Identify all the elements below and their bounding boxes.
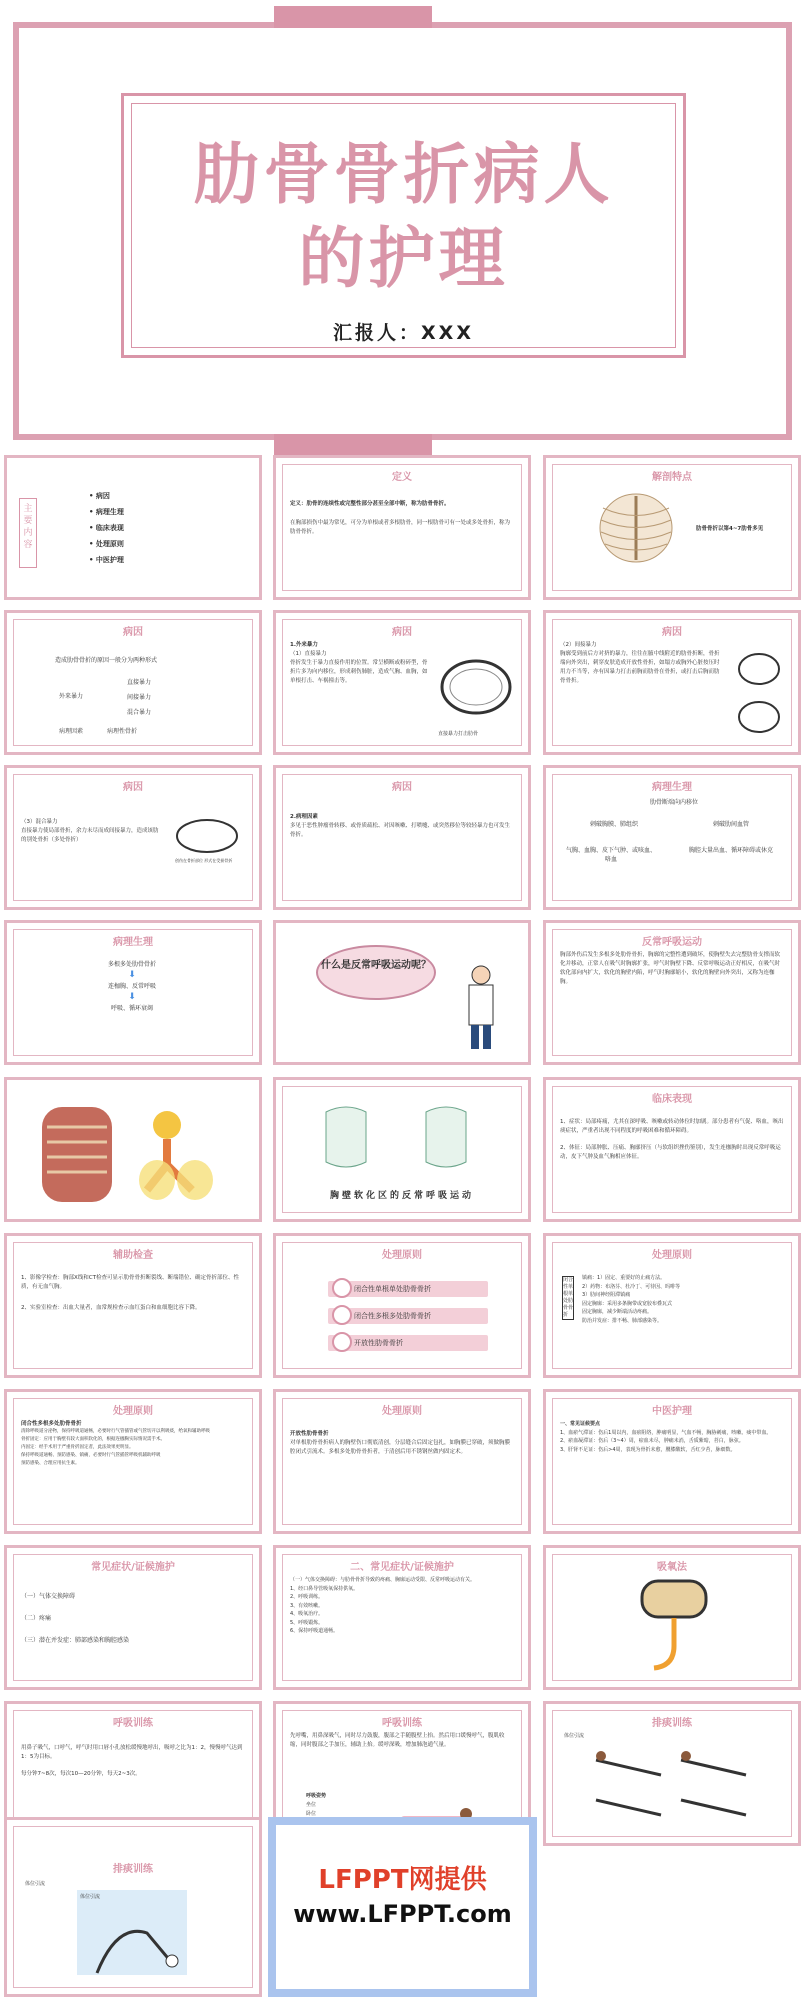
logo-inner <box>276 1825 529 1989</box>
treatment-item: 镇痛：1）固定、重要好的止痛方法。 <box>582 1275 666 1281</box>
chest-image-exhale <box>416 1102 476 1172</box>
slide-title: 排痰训练 <box>113 1864 153 1875</box>
care-item: （二）疼痛 <box>21 1615 52 1622</box>
slide-title: 排痰训练 <box>652 1718 692 1729</box>
section-text: 胸廓受到前后方对挤的暴力，往往在腋中线附近的肋骨折断，骨折端向外突出，刺穿皮肤造成开放性骨折，如塌方或胸外心脏按压时用力不当等，亦有因暴力打击前胸而肋骨在骨折，或打击后胸而肋骨骨折。 <box>560 651 720 684</box>
toc-item: • 临床表现 <box>89 520 124 536</box>
pill-dot-icon <box>332 1278 352 1298</box>
slide-body <box>290 500 514 537</box>
slide-symptom-care[interactable] <box>4 1545 262 1690</box>
slide-body <box>560 1118 784 1162</box>
slide-sputum-2[interactable] <box>4 1817 262 1997</box>
slide-anatomy-images[interactable] <box>4 1077 262 1222</box>
slide-body <box>21 1744 245 1779</box>
slide-body <box>560 1420 784 1454</box>
toc-item: • 中医护理 <box>89 552 124 568</box>
slide-body <box>21 1420 245 1468</box>
slide-cause-1[interactable] <box>4 610 262 755</box>
treatment-item: 2）药物：布洛芬、杜冷丁、可待因、吗啡等 <box>582 1283 681 1290</box>
clinical-signs: 2、体征：局部肿胀、压痛、胸廓挤压（与软组织挫伤鉴别），发生连枷胸时出现反常呼吸运动，皮下气肿及血气胸相应体征。 <box>560 1145 781 1160</box>
slide-treatment-open[interactable] <box>273 1389 531 1534</box>
flow-right: 刺破肋间血管 <box>712 821 749 828</box>
tcm-item: 3、肝肾不足证：伤后>4周，表现为骨折未愈，腰膝酸软，舌红少苔，脉细数。 <box>560 1446 736 1453</box>
doctor-image <box>461 963 501 1053</box>
slide-title: 病因 <box>392 782 412 793</box>
toc-list <box>89 488 124 568</box>
care-step: 5、呼吸锻炼。 <box>290 1619 324 1626</box>
slide-tcm[interactable] <box>543 1389 801 1534</box>
definition-detail: 在胸部损伤中最为常见，可分为单根或者多根肋骨，同一根肋骨可有一处或多处骨折，称为肋骨骨折。 <box>290 520 511 535</box>
slide-title: 病因 <box>662 627 682 638</box>
posture-option: 卧位 <box>306 1811 317 1817</box>
slide-body: 胸部外伤后发生多根多处肋骨骨折，胸廓的完整性遭到破坏，使胸壁失去完整肋骨支撑而软化并移动，正常人在吸气时胸廓扩张，呼气时胸壁下降、反常呼吸运动正好相反，在吸气时软化部向内扩大，软化的胸壁内陷，呼气时胸廓缩小，软化的胸壁向外突出，又称为连枷胸。 <box>560 952 781 985</box>
slide-paradoxical-breathing[interactable] <box>543 920 801 1065</box>
care-step: 1、经口鼻导管吸氧保持供氧。 <box>290 1585 359 1592</box>
slide-body <box>21 818 159 845</box>
slide-frame <box>552 774 792 901</box>
section-text: 对单根肋骨骨折病人的胸壁伤口彻底清创，分层缝合后固定包扎，如胸膜已穿破，须做胸膜腔闭式引流术。多根多处肋骨骨折者，于清创后用不锈钢丝做内固定术。 <box>290 1440 511 1455</box>
cause-external-types <box>127 675 151 720</box>
toc-label: 主要内容 <box>19 498 37 568</box>
arrow-down-icon: ⬇ <box>128 970 136 980</box>
care-step: 3、有效咳嗽。 <box>290 1602 324 1609</box>
ribcage-image <box>591 488 681 568</box>
toc-item: • 病因 <box>89 488 124 504</box>
logo-line-2[interactable]: www.LFPPT.com <box>293 1900 512 1928</box>
cause-pathologic-fracture: 病理性骨折 <box>107 728 138 735</box>
slide-pathophysiology-2[interactable] <box>4 920 262 1065</box>
slide-exams[interactable] <box>4 1233 262 1378</box>
breathing-frequency: 每分钟7~8次，每次10—20分钟，每天2~3次。 <box>21 1771 141 1777</box>
slide-body <box>290 1576 514 1636</box>
slide-title: 定义 <box>392 472 412 483</box>
slide-title: 解剖特点 <box>652 472 692 483</box>
slide-body <box>21 1274 245 1313</box>
slide-oxygen[interactable] <box>543 1545 801 1690</box>
treatment-item: 预防感染、合理应用抗生素。 <box>21 1461 80 1466</box>
slide-treatment-closed-single[interactable] <box>543 1233 801 1378</box>
slide-title: 中医护理 <box>652 1406 692 1417</box>
chest-diagrams-image <box>734 647 784 747</box>
treatment-item: 骨折固定：应用于胸壁有较大面积软化的，根据连枷胸实际情况需手术。 <box>21 1437 165 1442</box>
care-step: 2、呼吸训练。 <box>290 1594 324 1600</box>
slide-frame <box>552 1398 792 1525</box>
slide-title: 病理生理 <box>652 782 692 793</box>
flow-step: 多根多处肋骨骨折 <box>107 961 156 968</box>
posture-option: 坐位 <box>306 1802 317 1808</box>
treatment-pill[interactable] <box>328 1308 488 1324</box>
slide-toc[interactable] <box>4 455 262 600</box>
flow-left: 刺破胸膜、肺组织 <box>589 821 638 828</box>
image-caption: 创伤在骨折部位 形式在受损骨折 <box>175 858 233 863</box>
slide-frame <box>282 1398 522 1525</box>
pill-dot-icon <box>332 1332 352 1352</box>
toc-item: • 病理生理 <box>89 504 124 520</box>
slide-title: 病理生理 <box>113 937 153 948</box>
slide-title: 呼吸训练 <box>382 1718 422 1729</box>
treatment-item: 内固定：经手术用于严重骨折固定者，此法效果更明显。 <box>21 1445 134 1450</box>
slide-body <box>560 641 723 686</box>
cover-bottom-tab <box>274 434 432 456</box>
section-heading: 开放性肋骨骨折 <box>290 1431 329 1437</box>
chest-section-image <box>172 816 242 858</box>
cause-type: 混合暴力 <box>127 709 152 716</box>
definition-text: 定义：肋骨的连续性或完整性部分甚至全部中断，称为肋骨骨折。 <box>290 501 450 507</box>
slide-body: 先呼嘴，用鼻深吸气，同时尽力鼓腹，腹部之手随腹壁上抬。然后用口缓慢呼气，腹肌收缩，同时腹部之手加压，辅助上抬。缓呼深吸，增加肺泡通气量。 <box>290 1733 505 1748</box>
care-item: （一）气体交换障碍 <box>21 1593 76 1600</box>
treatment-item: 保持呼吸道通畅、预防感染、镇痛，必要时行气管插管呼吸机辅助呼吸 <box>21 1453 161 1458</box>
slide-title: 二、常见症状/证候施护 <box>350 1562 454 1573</box>
slide-cause-5[interactable] <box>273 765 531 910</box>
section-heading: 闭合性多根多处肋骨骨折 <box>21 1421 82 1427</box>
slide-question[interactable] <box>273 920 531 1065</box>
treatment-item: 防治并发症：排不畅、肺部感染等。 <box>582 1317 663 1324</box>
slide-title: 处理原则 <box>382 1250 422 1261</box>
image-caption: 体位引流 <box>80 1894 101 1900</box>
cause-type: 直接暴力 <box>127 679 152 686</box>
image-caption: 胸壁软化区的反常呼吸运动 <box>329 1191 474 1201</box>
treatment-item: 固定胸廓，减少断端活动疼痛。 <box>582 1309 653 1315</box>
pill-label: 闭合性多根多处肋骨骨折 <box>354 1312 431 1320</box>
treatment-pill[interactable] <box>328 1281 488 1297</box>
slide-title: 反常呼吸运动 <box>642 937 702 948</box>
slide-title: 吸氧法 <box>657 1562 687 1573</box>
cause-pathologic: 病理因素 <box>59 728 84 735</box>
pill-label: 闭合性单根单处肋骨骨折 <box>354 1285 431 1293</box>
cover-title: 肋骨骨折病人 的护理 <box>193 136 614 297</box>
slide-title: 处理原则 <box>652 1250 692 1261</box>
section-heading: 1.外来暴力 <box>290 642 318 648</box>
image-caption: 直接暴力打击肋骨 <box>438 731 479 737</box>
section-heading: 2.病理因素 <box>290 814 318 820</box>
slide-treatment-overview[interactable] <box>273 1233 531 1378</box>
slide-pathophysiology-1[interactable] <box>543 765 801 910</box>
slide-title: 呼吸训练 <box>113 1718 153 1729</box>
airway-diagram-image <box>137 1105 237 1205</box>
cause-type: 间接暴力 <box>127 694 152 701</box>
postural-drainage-image <box>591 1740 751 1835</box>
slide-anatomy[interactable] <box>543 455 801 600</box>
slide-title: 临床表现 <box>652 1094 692 1105</box>
slide-treatment-closed-multi[interactable] <box>4 1389 262 1534</box>
slide-definition[interactable] <box>273 455 531 600</box>
care-step: 4、吸氧治疗。 <box>290 1611 324 1617</box>
cover-reporter: 汇报人：XXX <box>333 322 474 344</box>
care-step: 6、保持呼吸道通畅。 <box>290 1628 339 1634</box>
anatomy-note: 肋骨骨折以第4~7肋骨多见 <box>696 526 764 532</box>
clinical-symptoms: 1、症状：局部疼痛，尤其在深呼吸、咳嗽或转动体位时加剧。部分患者有气促、咯血，咳出痰症状，严重者出现不同程度的呼吸困难和循环障碍。 <box>560 1119 784 1134</box>
cover-slide <box>13 22 792 440</box>
oxygen-mask-image <box>634 1576 714 1676</box>
section-sub: （1）直接暴力 <box>290 651 327 657</box>
slide-chest-softening[interactable] <box>273 1077 531 1222</box>
toc-item: • 处理原则 <box>89 536 124 552</box>
slide-title: 病因 <box>123 627 143 638</box>
section-heading: （一）气体交换障碍：与肋骨骨折导致的疼痛、胸廓运动受限、反常呼吸运动有关。 <box>290 1577 476 1583</box>
slide-title: 病因 <box>392 627 412 638</box>
question-bubble: 什么是反常呼吸运动呢？ <box>316 945 436 1000</box>
treatment-item: 清除呼吸道分泌物，保持呼吸道通畅，必要时行气管插管或气管切开以利吸痰，给氧和辅助呼吸 <box>21 1429 210 1434</box>
exam-lab: 2、实验室检查：出血大量者，血常规检查示血红蛋白和血细胞比容下降。 <box>21 1305 201 1311</box>
slide-title: 处理原则 <box>382 1406 422 1417</box>
slide-cause-4[interactable] <box>4 765 262 910</box>
slide-title: 处理原则 <box>113 1406 153 1417</box>
slide-body <box>21 1586 245 1652</box>
treatment-pill[interactable] <box>328 1335 488 1351</box>
slide-sputum-1[interactable] <box>543 1701 801 1846</box>
breathing-step: 用鼻子吸气，口呼气，呼气时用口唇小孔放松缓慢地呼出，吸呼之比为1：2，慢慢呼气达到1：5为目标。 <box>21 1745 243 1760</box>
exam-imaging: 1、影像学检查：胸部X线和CT检查可显示肋骨骨折断裂线、断端错位、确定骨折部位、性质，有无血气胸。 <box>21 1275 239 1290</box>
chest-image-inhale <box>316 1102 376 1172</box>
tcm-item: 2、瘀血凝滞证：伤后（3~4）周，瘀血未尽，肿痛未消，舌质紫暗，苔白，脉弦。 <box>560 1438 744 1444</box>
slide-body <box>290 1430 514 1457</box>
drainage-label: 体位引流 <box>25 1881 46 1887</box>
posture-label: 呼吸姿势 <box>306 1793 327 1799</box>
cause-intro: 造成肋骨骨折的原因一般分为两种形式 <box>55 657 158 664</box>
slide-title: 病因 <box>123 782 143 793</box>
slide-frame <box>552 929 792 1056</box>
drainage-image-bg <box>77 1890 187 1975</box>
section-text: 直接暴力使局部骨折，余力未尽而成间接暴力，造成该肋的别处骨折（多处骨折） <box>21 828 159 843</box>
treatment-item: 固定胸廓：采用多条胸带或宽胶布叠瓦式 <box>582 1300 673 1307</box>
logo-slide[interactable] <box>268 1817 537 1997</box>
treatment-label: 闭合性单根单处肋骨骨折 <box>563 1277 574 1318</box>
section-heading: 一、常见证候要点 <box>560 1421 601 1427</box>
section-text: 多见于恶性肿瘤骨转移、或骨质疏松、对因咳嗽、打喷嚏、或突然移位等较轻暴力也可发生骨折。 <box>290 823 511 838</box>
treatment-item: 3）肋间神经阻滞镇痛 <box>582 1292 631 1298</box>
logo-line-1: LFPPT网提供 <box>318 1865 487 1895</box>
flow-step: 连枷胸、反常呼吸 <box>107 983 156 990</box>
slide-title: 常见症状/证候施护 <box>91 1562 175 1573</box>
slide-body <box>582 1274 784 1325</box>
slide-clinical[interactable] <box>543 1077 801 1222</box>
postural-drainage-image <box>77 1903 187 1978</box>
cover-top-tab <box>274 6 432 28</box>
slide-symptom-care-2[interactable] <box>273 1545 531 1690</box>
flow-left-result: 气胸、血胸、皮下气肿、或咳血、咯血 <box>566 847 657 863</box>
pill-label: 开放性肋骨骨折 <box>354 1339 403 1347</box>
slide-body <box>290 813 514 840</box>
care-item: （三）潜在并发症：肺部感染和胸腔感染 <box>21 1637 130 1644</box>
slide-cause-2[interactable] <box>273 610 531 755</box>
flow-step: 呼吸、循环衰竭 <box>110 1005 153 1012</box>
slide-body <box>290 641 428 686</box>
flow-top: 肋骨断端向内移位 <box>649 799 698 806</box>
slide-title: 辅助检查 <box>113 1250 153 1261</box>
flow-right-result: 胸腔大量出血、循环障碍或休克 <box>688 847 773 854</box>
chest-section-image <box>436 655 516 725</box>
drainage-label: 体位引流 <box>564 1733 585 1739</box>
cause-external: 外来暴力 <box>59 693 84 700</box>
slide-cause-3[interactable] <box>543 610 801 755</box>
tcm-item: 1、血瘀气滞证：伤后1周以内，血瘀阻络，肿痛明显，气血不畅，胸胁刺痛，咳嗽、痰中带血。 <box>560 1429 772 1436</box>
section-text: 骨折发生于暴力直接作用的位置。常呈横断或粉碎型，骨折片多为向内移位，形成刺伤肺脏，造成气胸、血胸，如单根打击、车祸撞击等。 <box>290 660 428 684</box>
pill-dot-icon <box>332 1305 352 1325</box>
section-sub: （2）间接暴力 <box>560 642 597 648</box>
lung-anatomy-image <box>37 1102 117 1207</box>
arrow-down-icon: ⬇ <box>128 992 136 1002</box>
flow-chain <box>67 959 197 1014</box>
section-sub: （3）混合暴力 <box>21 819 58 825</box>
